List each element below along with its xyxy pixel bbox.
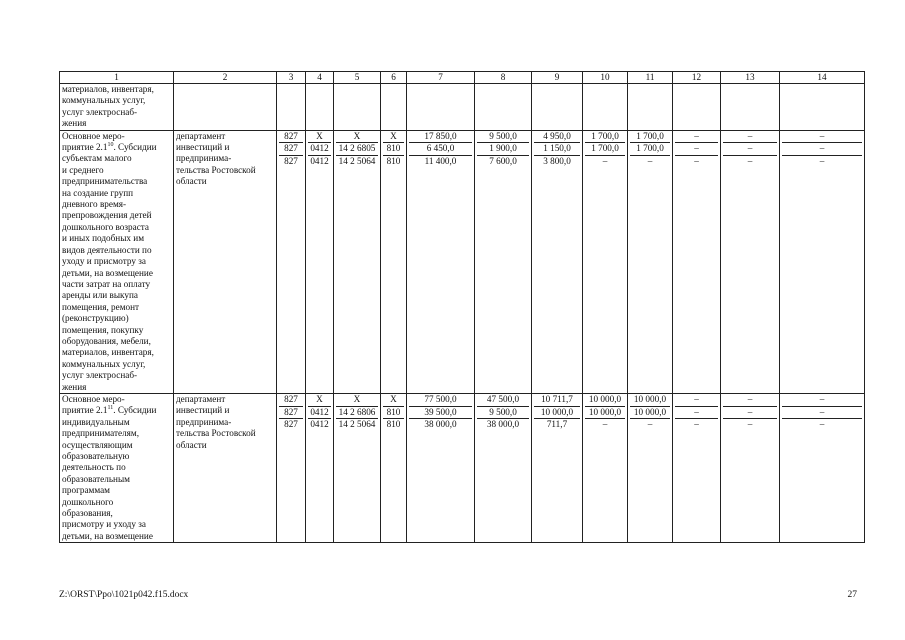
value-cell: 14 2 5064 xyxy=(338,156,376,166)
value-cell: 14 2 5064 xyxy=(338,419,376,430)
value-cell: – xyxy=(723,394,777,407)
value-column-10 xyxy=(583,130,628,393)
name-line xyxy=(62,142,171,153)
executor-line: тельства Ростовской xyxy=(176,428,256,439)
empty-cell xyxy=(306,84,334,131)
name-line: коммунальных услуг, xyxy=(62,95,146,106)
name-line: и иных подобных им xyxy=(62,233,145,244)
value-column-5 xyxy=(334,130,381,393)
value-column-14 xyxy=(780,130,865,393)
value-column-3 xyxy=(277,393,306,542)
name-line: дошкольного возраста xyxy=(62,221,149,232)
column-number-2: 2 xyxy=(174,72,277,84)
value-cell: 14 2 6805 xyxy=(336,143,378,156)
value-cell: X xyxy=(383,394,404,407)
name-line: на создание групп xyxy=(62,187,134,198)
empty-cell xyxy=(475,84,532,131)
value-cell: – xyxy=(675,131,718,144)
empty-cell xyxy=(583,84,628,131)
value-cell: – xyxy=(782,394,862,407)
footnote-ref: 11 xyxy=(107,405,114,412)
value-cell: X xyxy=(308,394,331,407)
column-number-7: 7 xyxy=(407,72,475,84)
value-cell: 77 500,0 xyxy=(409,394,472,407)
value-cell: – xyxy=(819,419,825,430)
name-line: образовательным xyxy=(62,473,130,484)
name-line: детьми, на возмещение xyxy=(62,267,153,278)
value-cell: 38 000,0 xyxy=(486,419,520,430)
name-text: приятие 2.1 xyxy=(62,405,108,416)
empty-cell xyxy=(780,84,865,131)
value-cell: 810 xyxy=(383,143,404,156)
column-number-4: 4 xyxy=(306,72,334,84)
value-cell: 10 000,0 xyxy=(585,394,625,407)
executor-line: инвестиций и xyxy=(176,405,230,416)
value-cell: – xyxy=(782,407,862,420)
document-path: Z:\ORST\Ppo\1021p042.f15.docx xyxy=(59,590,189,600)
continuation-row xyxy=(60,84,865,131)
value-cell: 1 700,0 xyxy=(630,143,670,156)
value-cell: 47 500,0 xyxy=(477,394,529,407)
value-cell: 11 400,0 xyxy=(424,156,457,166)
executor-line: области xyxy=(176,439,207,450)
value-cell: 0412 xyxy=(310,419,329,430)
value-cell: 10 711,7 xyxy=(534,394,580,407)
value-column-13 xyxy=(721,130,780,393)
value-cell: – xyxy=(747,419,753,430)
value-cell: – xyxy=(675,143,718,156)
value-column-4 xyxy=(306,393,334,542)
name-line: предпринимателям, xyxy=(62,428,140,439)
name-line: Основное меро- xyxy=(62,393,125,404)
value-cell: – xyxy=(602,419,608,430)
page-number: 27 xyxy=(847,590,857,600)
measure-name xyxy=(60,130,174,393)
value-column-8 xyxy=(475,130,532,393)
value-cell: 1 700,0 xyxy=(630,131,670,144)
value-cell: – xyxy=(723,143,777,156)
value-cell: 810 xyxy=(383,407,404,420)
name-line: оборудования, мебели, xyxy=(62,335,151,346)
value-cell: X xyxy=(336,394,378,407)
name-line: образования, xyxy=(62,508,113,519)
empty-cell xyxy=(628,84,673,131)
value-cell: 711,7 xyxy=(546,419,568,430)
name-line: жения xyxy=(62,381,87,392)
value-cell: 14 2 6806 xyxy=(336,407,378,420)
column-number-9: 9 xyxy=(532,72,583,84)
measure-name-continued xyxy=(60,84,174,131)
executor-line: предпринима- xyxy=(176,153,232,164)
column-number-8: 8 xyxy=(475,72,532,84)
value-column-5 xyxy=(334,393,381,542)
name-line: детьми, на возмещение xyxy=(62,530,153,541)
value-cell: – xyxy=(782,143,862,156)
value-column-6 xyxy=(381,393,407,542)
column-number-5: 5 xyxy=(334,72,381,84)
name-line: программам xyxy=(62,485,111,496)
value-cell: – xyxy=(747,156,753,166)
empty-cell xyxy=(673,84,721,131)
value-cell: 827 xyxy=(279,394,303,407)
name-line xyxy=(62,405,171,416)
executor xyxy=(174,130,277,393)
value-cell: – xyxy=(723,407,777,420)
value-column-12 xyxy=(673,393,721,542)
executor-line: области xyxy=(176,176,207,187)
name-line: дневного время- xyxy=(62,199,127,210)
value-cell: 1 700,0 xyxy=(585,131,625,144)
value-cell: 0412 xyxy=(308,407,331,420)
column-number-13: 13 xyxy=(721,72,780,84)
value-column-8 xyxy=(475,393,532,542)
value-cell: 0412 xyxy=(308,143,331,156)
column-number-11: 11 xyxy=(628,72,673,84)
empty-cell xyxy=(532,84,583,131)
value-cell: – xyxy=(647,419,653,430)
value-cell: 4 950,0 xyxy=(534,131,580,144)
column-number-14: 14 xyxy=(780,72,865,84)
name-line: коммунальных услуг, xyxy=(62,358,146,369)
value-column-6 xyxy=(381,130,407,393)
value-cell: – xyxy=(675,394,718,407)
name-line: деятельность по xyxy=(62,462,126,473)
value-cell: 810 xyxy=(386,419,401,430)
value-column-11 xyxy=(628,393,673,542)
empty-cell xyxy=(381,84,407,131)
name-line: субъектам малого xyxy=(62,153,132,164)
measure-row xyxy=(60,130,865,393)
value-cell: 1 700,0 xyxy=(585,143,625,156)
name-line: помещения, покупку xyxy=(62,324,144,335)
empty-cell xyxy=(174,84,277,131)
value-column-4 xyxy=(306,130,334,393)
name-line: осуществляющим xyxy=(62,439,133,450)
executor xyxy=(174,393,277,542)
name-line: услуг электроснаб- xyxy=(62,370,138,381)
measure-row xyxy=(60,393,865,542)
column-number-6: 6 xyxy=(381,72,407,84)
value-cell: – xyxy=(782,131,862,144)
name-line: помещения, ремонт xyxy=(62,301,140,312)
value-cell: 827 xyxy=(279,143,303,156)
value-cell: 827 xyxy=(279,407,303,420)
name-line: аренды или выкупа xyxy=(62,290,138,301)
column-number-1: 1 xyxy=(60,72,174,84)
name-line: (реконструкцию) xyxy=(62,313,129,324)
name-line: материалов, инвентаря, xyxy=(62,84,154,94)
executor-line: департамент xyxy=(176,393,226,404)
value-column-9 xyxy=(532,393,583,542)
name-line: Основное меро- xyxy=(62,130,125,141)
empty-cell xyxy=(721,84,780,131)
value-cell: 7 600,0 xyxy=(489,156,517,166)
value-cell: 10 000,0 xyxy=(534,407,580,420)
value-cell: X xyxy=(336,131,378,144)
footnote-ref: 10 xyxy=(107,141,114,148)
name-tail: . Субсидии xyxy=(113,142,157,153)
value-cell: 6 450,0 xyxy=(409,143,472,156)
value-cell: – xyxy=(819,156,825,166)
name-line: и среднего xyxy=(62,164,104,175)
value-cell: 10 000,0 xyxy=(585,407,625,420)
budget-table xyxy=(59,71,865,543)
name-line: материалов, инвентаря, xyxy=(62,347,154,358)
value-cell: 38 000,0 xyxy=(424,419,457,430)
value-column-11 xyxy=(628,130,673,393)
name-line: услуг электроснаб- xyxy=(62,106,138,117)
header-row xyxy=(60,72,865,84)
value-cell: 1 150,0 xyxy=(534,143,580,156)
value-cell: – xyxy=(694,419,699,430)
executor-line: тельства Ростовской xyxy=(176,164,256,175)
column-number-10: 10 xyxy=(583,72,628,84)
name-line: жения xyxy=(62,118,87,129)
value-column-7 xyxy=(407,130,475,393)
value-cell: – xyxy=(675,407,718,420)
empty-cell xyxy=(407,84,475,131)
name-line: части затрат на оплату xyxy=(62,278,151,289)
value-cell: 1 900,0 xyxy=(477,143,529,156)
column-number-3: 3 xyxy=(277,72,306,84)
executor-line: предпринима- xyxy=(176,416,232,427)
value-column-13 xyxy=(721,393,780,542)
name-line: присмотру и уходу за xyxy=(62,519,146,530)
value-cell: 0412 xyxy=(310,156,329,166)
executor-line: департамент xyxy=(176,130,226,141)
value-cell: 9 500,0 xyxy=(477,407,529,420)
value-column-3 xyxy=(277,130,306,393)
value-cell: – xyxy=(647,156,653,166)
name-line: уходу и присмотру за xyxy=(62,256,146,267)
name-line: образовательную xyxy=(62,451,130,461)
name-text: приятие 2.1 xyxy=(62,142,108,153)
value-cell: 17 850,0 xyxy=(409,131,472,144)
value-cell: – xyxy=(723,131,777,144)
value-cell: 10 000,0 xyxy=(630,407,670,420)
value-cell: 39 500,0 xyxy=(409,407,472,420)
value-cell: 9 500,0 xyxy=(477,131,529,144)
value-cell: 810 xyxy=(386,156,401,166)
name-line: индивидуальным xyxy=(62,416,130,427)
empty-cell xyxy=(277,84,306,131)
value-cell: – xyxy=(602,156,608,166)
value-cell: 10 000,0 xyxy=(630,394,670,407)
name-line: предпринимательства xyxy=(62,176,148,187)
value-cell: – xyxy=(694,156,699,166)
name-line: видов деятельности по xyxy=(62,244,152,255)
value-cell: 3 800,0 xyxy=(543,156,571,166)
value-cell: X xyxy=(383,131,404,144)
name-line: препровождения детей xyxy=(62,210,152,221)
value-cell: X xyxy=(308,131,331,144)
value-column-9 xyxy=(532,130,583,393)
executor-line: инвестиций и xyxy=(176,142,230,153)
value-column-12 xyxy=(673,130,721,393)
value-cell: 827 xyxy=(284,419,298,430)
value-cell: 827 xyxy=(284,156,298,166)
value-column-14 xyxy=(780,393,865,542)
value-column-7 xyxy=(407,393,475,542)
measure-name xyxy=(60,393,174,542)
value-column-10 xyxy=(583,393,628,542)
value-cell: 827 xyxy=(279,131,303,144)
column-number-12: 12 xyxy=(673,72,721,84)
name-line: дошкольного xyxy=(62,496,114,507)
empty-cell xyxy=(334,84,381,131)
name-tail: . Субсидии xyxy=(113,405,157,416)
